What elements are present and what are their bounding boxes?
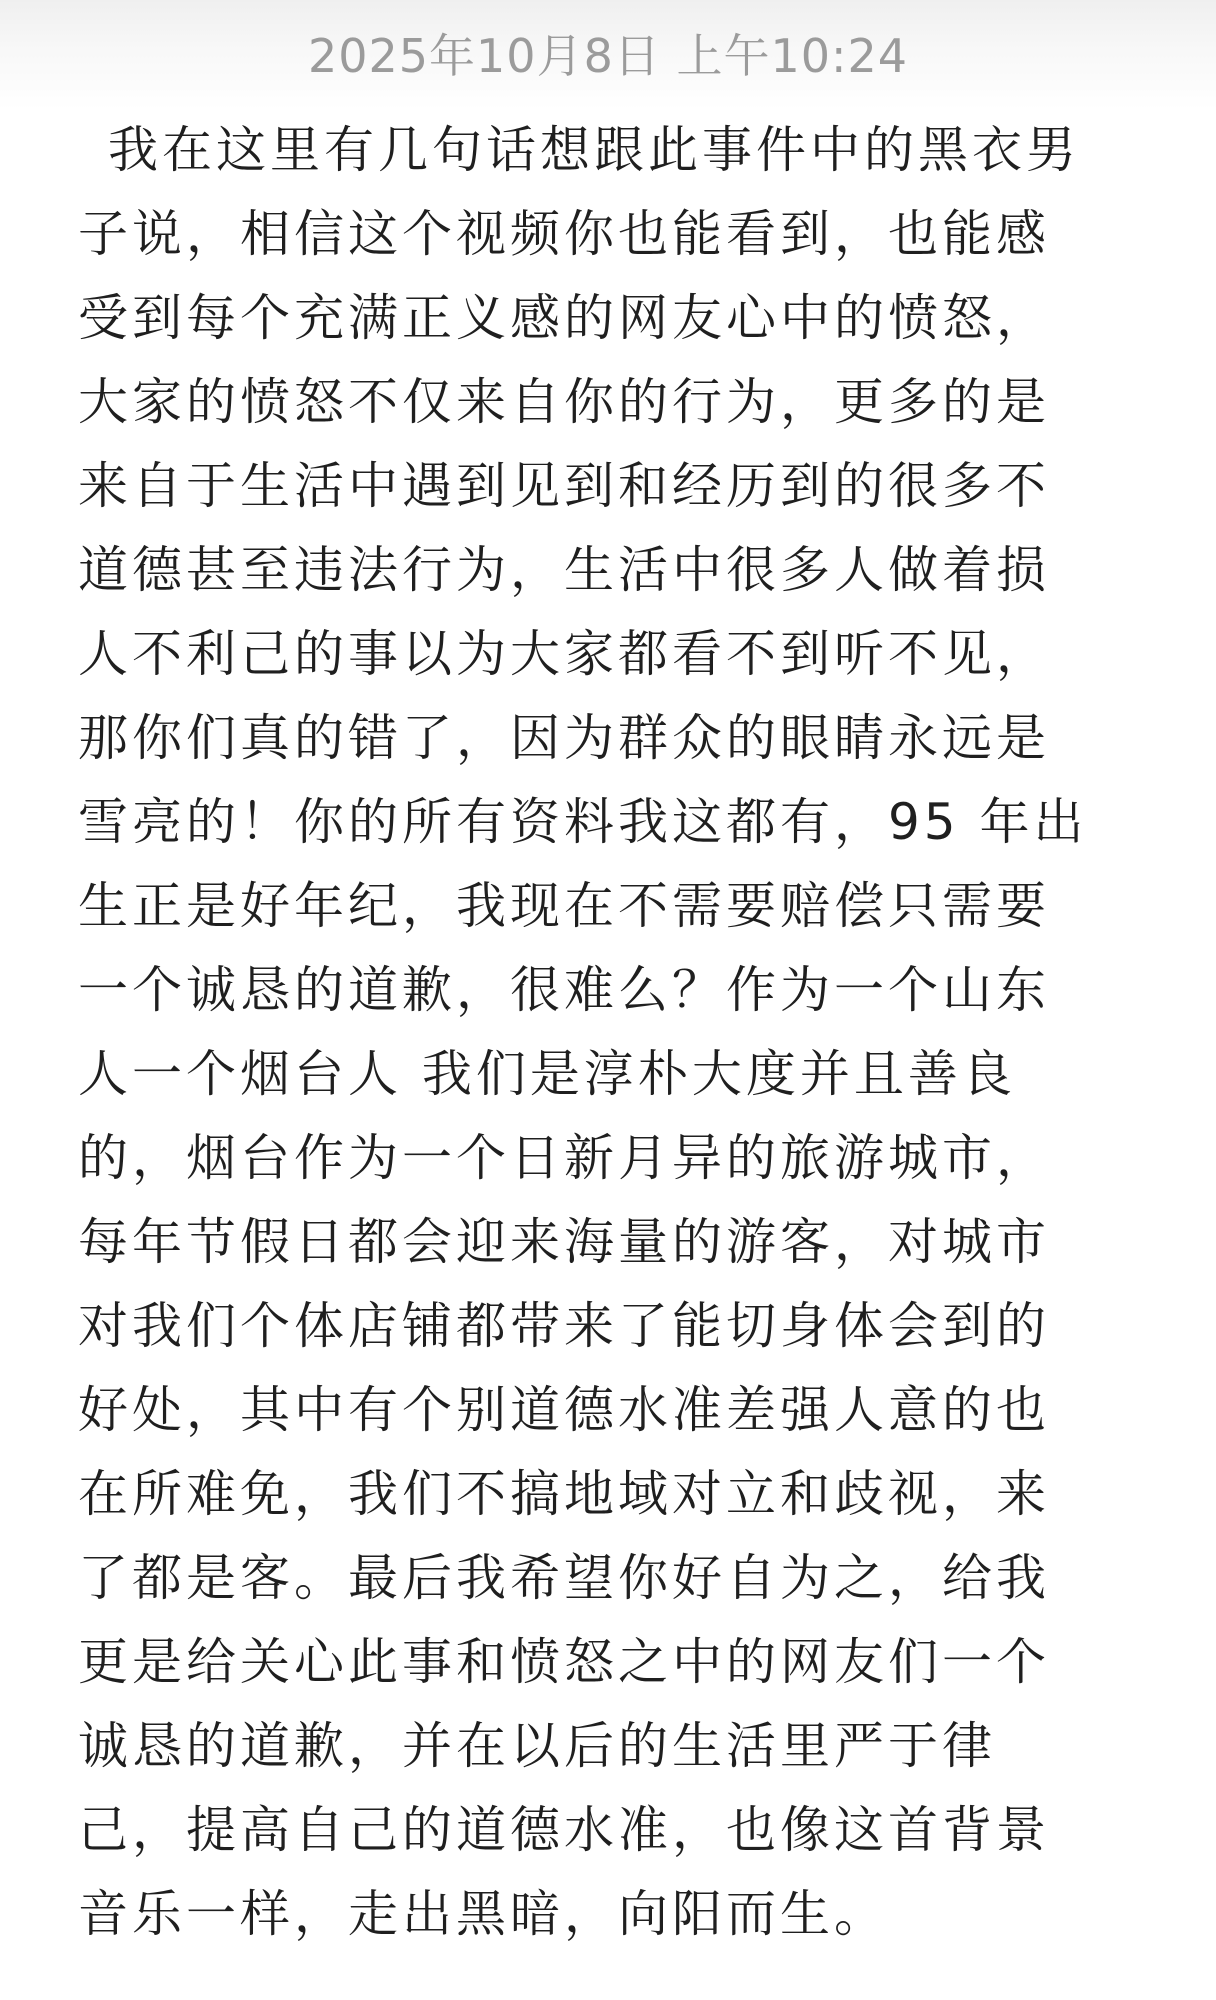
message-line: 我在这里有几句话想跟此事件中的黑衣男 <box>108 121 1080 179</box>
message-line: 每年节假日都会迎来海量的游客，对城市 <box>78 1213 1050 1271</box>
message-line: 道德甚至违法行为，生活中很多人做着损 <box>78 541 1050 599</box>
message-line: 大家的愤怒不仅来自你的行为，更多的是 <box>78 373 1050 431</box>
message-line: 那你们真的错了，因为群众的眼睛永远是 <box>78 709 1050 767</box>
message-line: 子说，相信这个视频你也能看到，也能感 <box>78 205 1050 263</box>
message-line: 的，烟台作为一个日新月异的旅游城市， <box>78 1129 1050 1187</box>
message-line: 雪亮的！你的所有资料我这都有，95 年出 <box>78 793 1088 851</box>
message-line: 好处，其中有个别道德水准差强人意的也 <box>78 1381 1050 1439</box>
message-line: 人一个烟台人 我们是淳朴大度并且善良 <box>78 1045 1016 1103</box>
message-line: 来自于生活中遇到见到和经历到的很多不 <box>78 457 1050 515</box>
message-line: 对我们个体店铺都带来了能切身体会到的 <box>78 1297 1050 1355</box>
message-body <box>78 108 1148 1956</box>
message-line: 在所难免，我们不搞地域对立和歧视，来 <box>78 1465 1050 1523</box>
message-line: 生正是好年纪，我现在不需要赔偿只需要 <box>78 877 1050 935</box>
message-line: 受到每个充满正义感的网友心中的愤怒， <box>78 289 1050 347</box>
timestamp: 2025年10月8日 上午10:24 <box>307 29 909 83</box>
message-line: 一个诚恳的道歉，很难么？作为一个山东 <box>78 961 1050 1019</box>
message-line: 了都是客。最后我希望你好自为之，给我 <box>78 1549 1050 1607</box>
message-line: 更是给关心此事和愤怒之中的网友们一个 <box>78 1633 1050 1691</box>
message-line: 己，提高自己的道德水准，也像这首背景 <box>78 1801 1050 1859</box>
message-line: 诚恳的道歉，并在以后的生活里严于律 <box>78 1717 996 1775</box>
message-line: 人不利己的事以为大家都看不到听不见， <box>78 625 1050 683</box>
message-line: 音乐一样，走出黑暗，向阳而生。 <box>78 1885 888 1943</box>
